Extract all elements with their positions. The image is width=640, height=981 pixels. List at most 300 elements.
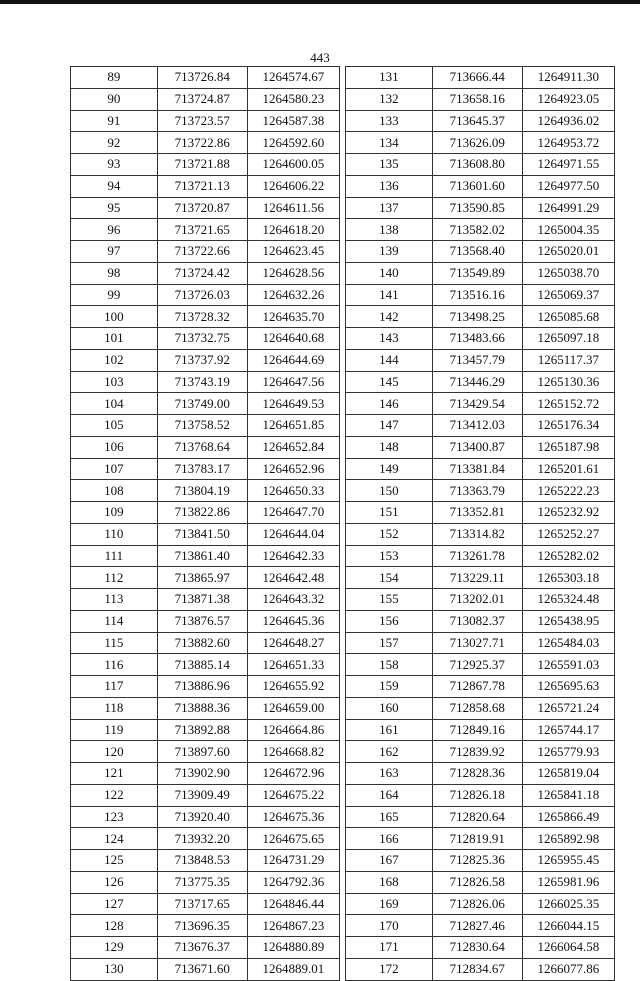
y-coordinate-cell: 1264668.82 xyxy=(247,741,339,763)
y-coordinate-cell: 1264642.33 xyxy=(247,545,339,567)
point-number-cell: 128 xyxy=(71,915,158,937)
table-row xyxy=(71,850,340,872)
x-coordinate-cell: 713412.03 xyxy=(432,415,522,437)
x-coordinate-cell: 713768.64 xyxy=(157,436,247,458)
point-number-cell: 115 xyxy=(71,632,158,654)
table-row xyxy=(346,306,615,328)
table-row xyxy=(346,262,615,284)
point-number-cell: 165 xyxy=(346,806,433,828)
point-number-cell: 140 xyxy=(346,262,433,284)
x-coordinate-cell: 713483.66 xyxy=(432,328,522,350)
x-coordinate-cell: 713082.37 xyxy=(432,610,522,632)
table-row xyxy=(346,110,615,132)
y-coordinate-cell: 1266044.15 xyxy=(522,915,614,937)
y-coordinate-cell: 1265152.72 xyxy=(522,393,614,415)
y-coordinate-cell: 1264659.00 xyxy=(247,697,339,719)
table-row xyxy=(71,306,340,328)
y-coordinate-cell: 1264651.85 xyxy=(247,415,339,437)
y-coordinate-cell: 1265981.96 xyxy=(522,871,614,893)
y-coordinate-cell: 1264647.70 xyxy=(247,502,339,524)
x-coordinate-cell: 713775.35 xyxy=(157,871,247,893)
table-row xyxy=(71,632,340,654)
table-row xyxy=(346,784,615,806)
table-row xyxy=(346,328,615,350)
point-number-cell: 116 xyxy=(71,654,158,676)
y-coordinate-cell: 1264792.36 xyxy=(247,871,339,893)
point-number-cell: 171 xyxy=(346,937,433,959)
y-coordinate-cell: 1265201.61 xyxy=(522,458,614,480)
x-coordinate-cell: 712830.64 xyxy=(432,937,522,959)
table-row xyxy=(346,915,615,937)
table-row xyxy=(346,349,615,371)
x-coordinate-cell: 713920.40 xyxy=(157,806,247,828)
y-coordinate-cell: 1264991.29 xyxy=(522,197,614,219)
point-number-cell: 96 xyxy=(71,219,158,241)
x-coordinate-cell: 713658.16 xyxy=(432,88,522,110)
y-coordinate-cell: 1264649.53 xyxy=(247,393,339,415)
point-number-cell: 121 xyxy=(71,763,158,785)
y-coordinate-cell: 1264580.23 xyxy=(247,88,339,110)
y-coordinate-cell: 1264592.60 xyxy=(247,132,339,154)
y-coordinate-cell: 1264911.30 xyxy=(522,67,614,89)
table-row xyxy=(71,175,340,197)
y-coordinate-cell: 1264889.01 xyxy=(247,958,339,980)
point-number-cell: 159 xyxy=(346,676,433,698)
x-coordinate-cell: 713909.49 xyxy=(157,784,247,806)
y-coordinate-cell: 1265819.04 xyxy=(522,763,614,785)
x-coordinate-cell: 712819.91 xyxy=(432,828,522,850)
x-coordinate-cell: 713743.19 xyxy=(157,371,247,393)
point-number-cell: 107 xyxy=(71,458,158,480)
point-number-cell: 134 xyxy=(346,132,433,154)
x-coordinate-cell: 713897.60 xyxy=(157,741,247,763)
y-coordinate-cell: 1265038.70 xyxy=(522,262,614,284)
y-coordinate-cell: 1264650.33 xyxy=(247,480,339,502)
x-coordinate-cell: 712825.36 xyxy=(432,850,522,872)
y-coordinate-cell: 1264652.84 xyxy=(247,436,339,458)
table-row xyxy=(346,241,615,263)
point-number-cell: 118 xyxy=(71,697,158,719)
x-coordinate-cell: 713352.81 xyxy=(432,502,522,524)
x-coordinate-cell: 713726.84 xyxy=(157,67,247,89)
table-row xyxy=(346,523,615,545)
x-coordinate-cell: 713723.57 xyxy=(157,110,247,132)
table-row xyxy=(346,154,615,176)
point-number-cell: 108 xyxy=(71,480,158,502)
y-coordinate-cell: 1264664.86 xyxy=(247,719,339,741)
y-coordinate-cell: 1265438.95 xyxy=(522,610,614,632)
point-number-cell: 90 xyxy=(71,88,158,110)
table-row xyxy=(346,937,615,959)
x-coordinate-cell: 713498.25 xyxy=(432,306,522,328)
page-number: 443 xyxy=(310,50,330,65)
y-coordinate-cell: 1265744.17 xyxy=(522,719,614,741)
y-coordinate-cell: 1264644.04 xyxy=(247,523,339,545)
point-number-cell: 148 xyxy=(346,436,433,458)
x-coordinate-cell: 713582.02 xyxy=(432,219,522,241)
y-coordinate-cell: 1264648.27 xyxy=(247,632,339,654)
point-number-cell: 133 xyxy=(346,110,433,132)
x-coordinate-cell: 712867.78 xyxy=(432,676,522,698)
y-coordinate-cell: 1265695.63 xyxy=(522,676,614,698)
table-row xyxy=(71,567,340,589)
y-coordinate-cell: 1264977.50 xyxy=(522,175,614,197)
point-number-cell: 138 xyxy=(346,219,433,241)
table-row xyxy=(346,676,615,698)
y-coordinate-cell: 1264652.96 xyxy=(247,458,339,480)
table-row xyxy=(71,88,340,110)
table-row xyxy=(346,480,615,502)
y-coordinate-cell: 1265232.92 xyxy=(522,502,614,524)
table-row xyxy=(346,415,615,437)
x-coordinate-cell: 713822.86 xyxy=(157,502,247,524)
table-row xyxy=(71,806,340,828)
table-row xyxy=(71,197,340,219)
x-coordinate-cell: 713932.20 xyxy=(157,828,247,850)
x-coordinate-cell: 713645.37 xyxy=(432,110,522,132)
table-row xyxy=(346,545,615,567)
y-coordinate-cell: 1265955.45 xyxy=(522,850,614,872)
point-number-cell: 153 xyxy=(346,545,433,567)
point-number-cell: 130 xyxy=(71,958,158,980)
x-coordinate-cell: 713758.52 xyxy=(157,415,247,437)
point-number-cell: 160 xyxy=(346,697,433,719)
table-row xyxy=(71,67,340,89)
x-coordinate-cell: 713229.11 xyxy=(432,567,522,589)
table-row xyxy=(71,763,340,785)
point-number-cell: 141 xyxy=(346,284,433,306)
x-coordinate-cell: 713671.60 xyxy=(157,958,247,980)
point-number-cell: 131 xyxy=(346,67,433,89)
table-row xyxy=(71,676,340,698)
table-row xyxy=(71,523,340,545)
point-number-cell: 154 xyxy=(346,567,433,589)
x-coordinate-cell: 713724.87 xyxy=(157,88,247,110)
point-number-cell: 102 xyxy=(71,349,158,371)
x-coordinate-cell: 713804.19 xyxy=(157,480,247,502)
table-row xyxy=(346,436,615,458)
table-row xyxy=(71,828,340,850)
point-number-cell: 172 xyxy=(346,958,433,980)
x-coordinate-cell: 713876.57 xyxy=(157,610,247,632)
table-row xyxy=(346,850,615,872)
table-row xyxy=(346,958,615,980)
x-coordinate-cell: 713724.42 xyxy=(157,262,247,284)
y-coordinate-cell: 1265222.23 xyxy=(522,480,614,502)
table-row xyxy=(346,719,615,741)
table-row xyxy=(71,610,340,632)
point-number-cell: 91 xyxy=(71,110,158,132)
y-coordinate-cell: 1265130.36 xyxy=(522,371,614,393)
table-row xyxy=(71,654,340,676)
x-coordinate-cell: 713871.38 xyxy=(157,589,247,611)
point-number-cell: 169 xyxy=(346,893,433,915)
y-coordinate-cell: 1265097.18 xyxy=(522,328,614,350)
table-row xyxy=(71,371,340,393)
y-coordinate-cell: 1265779.93 xyxy=(522,741,614,763)
y-coordinate-cell: 1265324.48 xyxy=(522,589,614,611)
point-number-cell: 93 xyxy=(71,154,158,176)
point-number-cell: 151 xyxy=(346,502,433,524)
x-coordinate-cell: 712820.64 xyxy=(432,806,522,828)
y-coordinate-cell: 1265484.03 xyxy=(522,632,614,654)
y-coordinate-cell: 1266077.86 xyxy=(522,958,614,980)
x-coordinate-cell: 713027.71 xyxy=(432,632,522,654)
x-coordinate-cell: 713721.88 xyxy=(157,154,247,176)
x-coordinate-cell: 713902.90 xyxy=(157,763,247,785)
point-number-cell: 105 xyxy=(71,415,158,437)
point-number-cell: 111 xyxy=(71,545,158,567)
table-row xyxy=(71,958,340,980)
x-coordinate-cell: 712826.18 xyxy=(432,784,522,806)
point-number-cell: 127 xyxy=(71,893,158,915)
x-coordinate-cell: 713722.86 xyxy=(157,132,247,154)
table-row xyxy=(71,436,340,458)
x-coordinate-cell: 713841.50 xyxy=(157,523,247,545)
point-number-cell: 168 xyxy=(346,871,433,893)
point-number-cell: 152 xyxy=(346,523,433,545)
point-number-cell: 135 xyxy=(346,154,433,176)
y-coordinate-cell: 1265187.98 xyxy=(522,436,614,458)
point-number-cell: 113 xyxy=(71,589,158,611)
table-row xyxy=(346,393,615,415)
table-row xyxy=(71,719,340,741)
table-row xyxy=(71,589,340,611)
point-number-cell: 150 xyxy=(346,480,433,502)
point-number-cell: 166 xyxy=(346,828,433,850)
point-number-cell: 104 xyxy=(71,393,158,415)
point-number-cell: 100 xyxy=(71,306,158,328)
x-coordinate-cell: 713882.60 xyxy=(157,632,247,654)
table-row xyxy=(346,458,615,480)
table-row xyxy=(346,502,615,524)
x-coordinate-cell: 713626.09 xyxy=(432,132,522,154)
y-coordinate-cell: 1264953.72 xyxy=(522,132,614,154)
table-row xyxy=(346,741,615,763)
y-coordinate-cell: 1264672.96 xyxy=(247,763,339,785)
x-coordinate-cell: 713601.60 xyxy=(432,175,522,197)
point-number-cell: 97 xyxy=(71,241,158,263)
x-coordinate-cell: 712828.36 xyxy=(432,763,522,785)
y-coordinate-cell: 1264867.23 xyxy=(247,915,339,937)
y-coordinate-cell: 1264587.38 xyxy=(247,110,339,132)
x-coordinate-cell: 713717.65 xyxy=(157,893,247,915)
x-coordinate-cell: 713885.14 xyxy=(157,654,247,676)
point-number-cell: 110 xyxy=(71,523,158,545)
table-row xyxy=(346,893,615,915)
table-row xyxy=(71,502,340,524)
point-number-cell: 158 xyxy=(346,654,433,676)
point-number-cell: 126 xyxy=(71,871,158,893)
point-number-cell: 161 xyxy=(346,719,433,741)
x-coordinate-cell: 713861.40 xyxy=(157,545,247,567)
table-row xyxy=(71,219,340,241)
table-row xyxy=(71,393,340,415)
y-coordinate-cell: 1264645.36 xyxy=(247,610,339,632)
x-coordinate-cell: 713568.40 xyxy=(432,241,522,263)
point-number-cell: 147 xyxy=(346,415,433,437)
y-coordinate-cell: 1264623.45 xyxy=(247,241,339,263)
point-number-cell: 129 xyxy=(71,937,158,959)
table-row xyxy=(71,110,340,132)
x-coordinate-cell: 713549.89 xyxy=(432,262,522,284)
point-number-cell: 145 xyxy=(346,371,433,393)
x-coordinate-cell: 713516.16 xyxy=(432,284,522,306)
y-coordinate-cell: 1265841.18 xyxy=(522,784,614,806)
coordinates-table-left xyxy=(70,66,340,981)
x-coordinate-cell: 713865.97 xyxy=(157,567,247,589)
x-coordinate-cell: 713888.36 xyxy=(157,697,247,719)
point-number-cell: 155 xyxy=(346,589,433,611)
x-coordinate-cell: 712826.58 xyxy=(432,871,522,893)
point-number-cell: 94 xyxy=(71,175,158,197)
y-coordinate-cell: 1264606.22 xyxy=(247,175,339,197)
point-number-cell: 120 xyxy=(71,741,158,763)
x-coordinate-cell: 713676.37 xyxy=(157,937,247,959)
point-number-cell: 162 xyxy=(346,741,433,763)
y-coordinate-cell: 1265176.34 xyxy=(522,415,614,437)
table-row xyxy=(346,219,615,241)
x-coordinate-cell: 713749.00 xyxy=(157,393,247,415)
x-coordinate-cell: 712834.67 xyxy=(432,958,522,980)
x-coordinate-cell: 713722.66 xyxy=(157,241,247,263)
x-coordinate-cell: 713666.44 xyxy=(432,67,522,89)
table-row xyxy=(71,415,340,437)
table-row xyxy=(346,284,615,306)
y-coordinate-cell: 1264618.20 xyxy=(247,219,339,241)
point-number-cell: 132 xyxy=(346,88,433,110)
table-row xyxy=(71,871,340,893)
y-coordinate-cell: 1264611.56 xyxy=(247,197,339,219)
point-number-cell: 136 xyxy=(346,175,433,197)
y-coordinate-cell: 1264675.36 xyxy=(247,806,339,828)
x-coordinate-cell: 712839.92 xyxy=(432,741,522,763)
x-coordinate-cell: 713726.03 xyxy=(157,284,247,306)
point-number-cell: 95 xyxy=(71,197,158,219)
table-row xyxy=(71,697,340,719)
table-row xyxy=(346,610,615,632)
point-number-cell: 124 xyxy=(71,828,158,850)
x-coordinate-cell: 713732.75 xyxy=(157,328,247,350)
x-coordinate-cell: 712826.06 xyxy=(432,893,522,915)
y-coordinate-cell: 1265004.35 xyxy=(522,219,614,241)
top-border-bar xyxy=(0,0,640,4)
y-coordinate-cell: 1265303.18 xyxy=(522,567,614,589)
x-coordinate-cell: 713608.80 xyxy=(432,154,522,176)
table-row xyxy=(71,937,340,959)
table-row xyxy=(71,915,340,937)
x-coordinate-cell: 713446.29 xyxy=(432,371,522,393)
x-coordinate-cell: 713400.87 xyxy=(432,436,522,458)
x-coordinate-cell: 713848.53 xyxy=(157,850,247,872)
table-row xyxy=(346,806,615,828)
y-coordinate-cell: 1266064.58 xyxy=(522,937,614,959)
y-coordinate-cell: 1265252.27 xyxy=(522,523,614,545)
table-row xyxy=(346,175,615,197)
point-number-cell: 142 xyxy=(346,306,433,328)
table-row xyxy=(71,262,340,284)
y-coordinate-cell: 1265020.01 xyxy=(522,241,614,263)
table-row xyxy=(71,458,340,480)
x-coordinate-cell: 713696.35 xyxy=(157,915,247,937)
point-number-cell: 143 xyxy=(346,328,433,350)
x-coordinate-cell: 712925.37 xyxy=(432,654,522,676)
x-coordinate-cell: 712849.16 xyxy=(432,719,522,741)
x-coordinate-cell: 712827.46 xyxy=(432,915,522,937)
y-coordinate-cell: 1264655.92 xyxy=(247,676,339,698)
table-row xyxy=(71,893,340,915)
point-number-cell: 125 xyxy=(71,850,158,872)
x-coordinate-cell: 713363.79 xyxy=(432,480,522,502)
y-coordinate-cell: 1264600.05 xyxy=(247,154,339,176)
table-row xyxy=(346,132,615,154)
y-coordinate-cell: 1265591.03 xyxy=(522,654,614,676)
x-coordinate-cell: 713737.92 xyxy=(157,349,247,371)
y-coordinate-cell: 1264574.67 xyxy=(247,67,339,89)
point-number-cell: 157 xyxy=(346,632,433,654)
x-coordinate-cell: 713721.13 xyxy=(157,175,247,197)
table-row xyxy=(346,697,615,719)
point-number-cell: 112 xyxy=(71,567,158,589)
y-coordinate-cell: 1264632.26 xyxy=(247,284,339,306)
point-number-cell: 123 xyxy=(71,806,158,828)
y-coordinate-cell: 1265892.98 xyxy=(522,828,614,850)
x-coordinate-cell: 712858.68 xyxy=(432,697,522,719)
y-coordinate-cell: 1264651.33 xyxy=(247,654,339,676)
table-row xyxy=(346,654,615,676)
point-number-cell: 92 xyxy=(71,132,158,154)
y-coordinate-cell: 1264675.65 xyxy=(247,828,339,850)
x-coordinate-cell: 713314.82 xyxy=(432,523,522,545)
y-coordinate-cell: 1265721.24 xyxy=(522,697,614,719)
point-number-cell: 167 xyxy=(346,850,433,872)
x-coordinate-cell: 713721.65 xyxy=(157,219,247,241)
table-row xyxy=(346,763,615,785)
point-number-cell: 98 xyxy=(71,262,158,284)
point-number-cell: 164 xyxy=(346,784,433,806)
point-number-cell: 170 xyxy=(346,915,433,937)
x-coordinate-cell: 713381.84 xyxy=(432,458,522,480)
y-coordinate-cell: 1264642.48 xyxy=(247,567,339,589)
point-number-cell: 109 xyxy=(71,502,158,524)
x-coordinate-cell: 713261.78 xyxy=(432,545,522,567)
table-row xyxy=(71,545,340,567)
y-coordinate-cell: 1264936.02 xyxy=(522,110,614,132)
y-coordinate-cell: 1266025.35 xyxy=(522,893,614,915)
point-number-cell: 99 xyxy=(71,284,158,306)
y-coordinate-cell: 1264628.56 xyxy=(247,262,339,284)
point-number-cell: 144 xyxy=(346,349,433,371)
y-coordinate-cell: 1264647.56 xyxy=(247,371,339,393)
table-row xyxy=(71,741,340,763)
x-coordinate-cell: 713457.79 xyxy=(432,349,522,371)
point-number-cell: 106 xyxy=(71,436,158,458)
table-row xyxy=(71,349,340,371)
point-number-cell: 117 xyxy=(71,676,158,698)
y-coordinate-cell: 1265117.37 xyxy=(522,349,614,371)
table-row xyxy=(346,589,615,611)
y-coordinate-cell: 1264643.32 xyxy=(247,589,339,611)
table-row xyxy=(71,480,340,502)
point-number-cell: 101 xyxy=(71,328,158,350)
table-row xyxy=(346,197,615,219)
table-row xyxy=(71,241,340,263)
point-number-cell: 139 xyxy=(346,241,433,263)
table-row xyxy=(71,784,340,806)
y-coordinate-cell: 1264923.05 xyxy=(522,88,614,110)
point-number-cell: 89 xyxy=(71,67,158,89)
table-row xyxy=(346,828,615,850)
